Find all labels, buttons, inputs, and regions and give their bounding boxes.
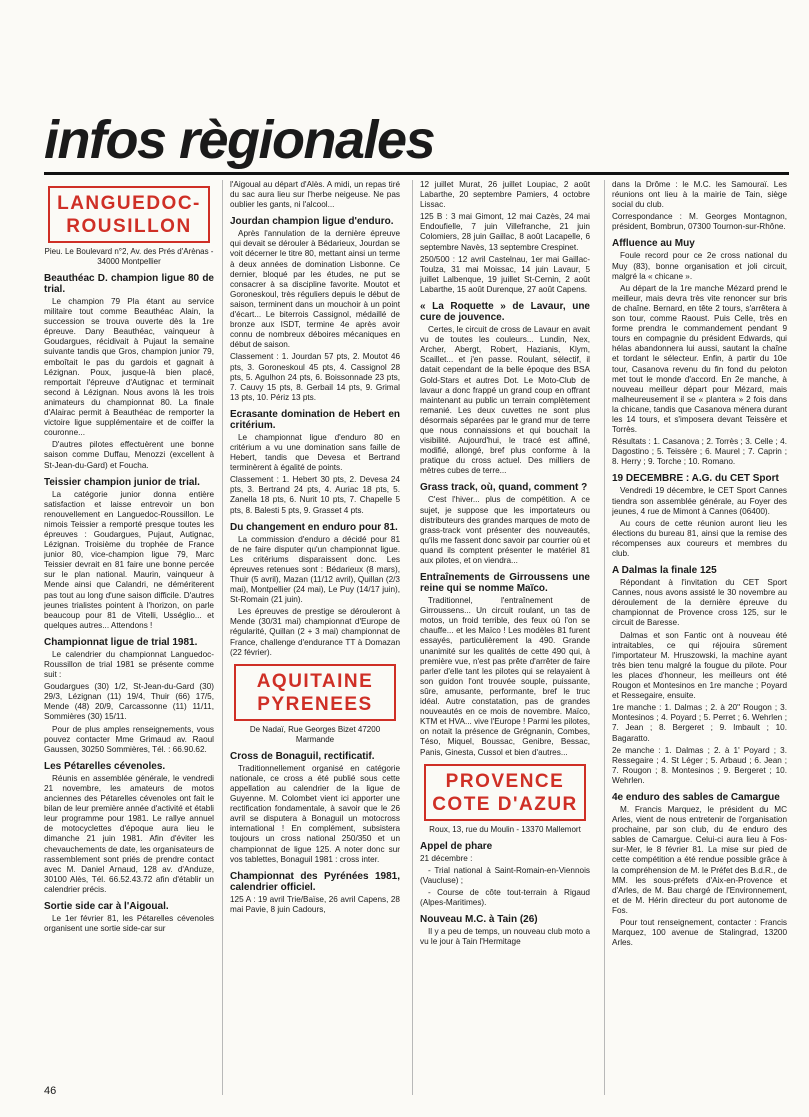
article-paragraph: 125 B : 3 mai Gimont, 12 mai Cazès, 24 mai Endoufielle, 7 juin Villefranche, 21 juin Colomiers, 28 juin Gaillac, 8 août Lacapelle, 6 septembre Navès, 13 septembre Crespinet.: [420, 212, 590, 252]
article-paragraph: Réunis en assemblée générale, le vendredi 21 novembre, les amateurs de motos anciennes des Pétarelles cévenoles ont fait le bilan de leur première année d'activité et établi leur programme pour 1981. Le rallye annuel de motocyclettes d'époque aura lieu le dimanche 21 juin 1981. Afin d'éviter les chevauchements de date, les organisateurs de rassemblement sont priés de prendre contact avec M. Daniel Arnaud, 128 av. d'Anduze, 30100 Alès, Tél. 66.52.43.72 afin d'établir un calendrier précis.: [44, 773, 214, 894]
article-paragraph: 1re manche : 1. Dalmas ; 2. à 20" Rougon ; 3. Montesinos ; 4. Poyard ; 5. Perret ; 6. Wehrlen ; 7. Jean ; 8. Bergeret ; 9. Imbault ; 10. Bagaratto.: [612, 703, 787, 743]
column-1: [44, 180, 214, 936]
column-3: [420, 180, 590, 949]
article-paragraph: La commission d'enduro a décidé pour 81 de ne faire disputer qu'un championnat ligue. Les critériums disparaissent donc. Les épreuves retenues sont : Bédarieux (8 mars), Thuir (5 avril), Mazan (11/12 avril), Quillan (2/3 mai), Montpellier (24 mai), Le Puy (14/17 juin), St-Romain (21 juin).: [230, 534, 400, 605]
article-paragraph: Pour de plus amples renseignements, vous pouvez contacter Mme Grimaud av. Raoul Gaussen, 30250 Sommières, Tél. : 66.90.62.: [44, 724, 214, 754]
article-paragraph: 12 juillet Murat, 26 juillet Loupiac, 2 août Labarthe, 20 septembre Pamiers, 4 octobre Lissac.: [420, 180, 590, 210]
article-paragraph: Le champion 79 Pla étant au service militaire tout comme Beauthéac Alain, la succession se trouva ouverte dès la 1re épreuve. Dany Beauthéac, vainqueur à Goudargues, récidivait à Pujaut la semaine suivante tandis que Gros, champion junior 79, emboîtait le pas du gardois et gagnait à Lézignan. Poux, jusque-là bien placé, remportait l'épreuve d'Autignac et terminait second à Lézignan. Nous avons là les trois animateurs du championnat 80. La finale d'Alairac permit à Beauthéac de remporter la victoire ligue supplémentaire et de coiffer la couronne...: [44, 297, 214, 438]
article-paragraph: dans la Drôme : le M.C. les Samouraï. Les réunions ont lieu à la mairie de Tain, siège social du club.: [612, 180, 787, 210]
article-paragraph: 21 décembre :: [420, 853, 473, 863]
article-headline: 19 DECEMBRE : A.G. du CET Sport: [612, 473, 779, 485]
article-headline: Championnat ligue de trial 1981.: [44, 636, 198, 648]
article-paragraph: Goudargues (30) 1/2, St-Jean-du-Gard (30) 29/3, Lézignan (11) 19/4, Thuir (66) 17/5, Mende (48) 20/9, Carcassonne (11) 11/11, Sommières (30) 15/11.: [44, 682, 214, 722]
article-paragraph: Foule record pour ce 2e cross national du Muy (83), bonne organisation et joli circuit, malgré la « chicane ».: [612, 251, 787, 281]
article-paragraph: 125 A : 19 avril Trie/Baïse, 26 avril Capens, 28 mai Pavie, 8 juin Cadours,: [230, 894, 400, 914]
article-paragraph: Pour tout renseignement, contacter : Francis Marquez, 100 avenue de Stalingrad, 13200 Arles.: [612, 918, 787, 948]
region-header: PROVENCE COTE D'AZUR: [424, 764, 586, 821]
article-paragraph: Traditionnellement organisé en catégorie nationale, ce cross a été publié sous cette appellation au calendrier de la ligue de Guyenne. M. Colombet vient ici apporter une rectification fondamentale, à savoir que le 26 avril se disputera à Bonaguil un motocross international ! En complément, subsistera toujours un cross national 250/350 et un championnat de ligue 125. A noter donc sur vos tablettes, Bonaguil 1981 : cross inter.: [230, 763, 400, 864]
article-headline: Grass track, où, quand, comment ?: [420, 482, 588, 494]
article-headline: Appel de phare: [420, 840, 493, 852]
article-paragraph: Répondant à l'invitation du CET Sport Cannes, nous avons assisté le 30 novembre au déroulement de la dernière épreuve du championnat de Provence cross 125, sur le circuit de Baresse.: [612, 578, 787, 628]
article-headline: Nouveau M.C. à Tain (26): [420, 914, 538, 926]
article-headline: Sortie side car à l'Aigoual.: [44, 900, 169, 912]
article-paragraph: Classement : 1. Hebert 30 pts, 2. Devesa 24 pts, 3. Bertrand 24 pts, 4. Auriac 18 pts, 5. Zanella 18 pts, 6. Nurit 10 pts, 7. Chapelle 5 pts, 8. Balesti 5 pts, 9. Grasset 4 pts.: [230, 475, 400, 515]
region-header: LANGUEDOC-ROUSILLON: [48, 186, 210, 243]
article-paragraph: Les épreuves de prestige se dérouleront à Mende (30/31 mai) championnat d'Europe de régularité, Quillan (2 + 3 mai) championnat de France, challenge d'endurance TT à Domazan (22 février).: [230, 607, 400, 657]
article-paragraph: Résultats : 1. Casanova ; 2. Torrès ; 3. Celle ; 4. Dagostino ; 5. Teissère ; 6. Maurel ; 7. Caprin ; 8. Herry ; 9. Torche ; 10. Romano.: [612, 437, 787, 467]
article-paragraph: - Trial national à Saint-Romain-en-Viennois (Vaucluse) ;: [420, 865, 590, 885]
region-address: Pieu. Le Boulevard n°2, Av. des Prés d'Arènas - 34000 Montpellier: [44, 247, 214, 266]
article-paragraph: D'autres pilotes effectuèrent une bonne saison comme Duffau, Menozzi (excellent à St-Jean-du-Gard) et Foucha.: [44, 440, 214, 470]
column-divider: [222, 180, 223, 1095]
title-rule: [44, 172, 789, 175]
column-divider: [604, 180, 605, 1095]
article-paragraph: Classement : 1. Jourdan 57 pts, 2. Moutot 46 pts, 3. Goroneskoul 45 pts, 4. Cassignol 28 pts, 5. Agulhon 24 pts, 6. Boissonnade 23 pts, 7. Cauvy 15 pts, 8. Gerbail 14 pts, 9. Grimal 13 pts, 10. Périz 13 pts.: [230, 352, 400, 402]
article-paragraph: Traditionnel, l'entraînement de Girroussens... Un circuit roulant, un tas de motos, un froid terrible, des feux où l'on se chauffe... et les Maïco ! Les modèles 81 furent essayés, particulièrement la 490. Grande unanimité sur les qualités de cette 490 qui, à première vue, n'est pas prête d'arrêter de faire parler d'elle tant les pilotes qui se relayaient à son guidon l'ont trouvée souple, puissante, sûre, amusante, performante, bref le truc idéal. Autre constatation, pas de grandes nouveautés en ce mois de novembre. Maïco, KTM et HVA... vive l'Europe ! Parmi les pilotes, on notait la présence de Grégnanin, Combes, Téso, Miquel, Boussac, Genibre, Bessac, Panis, Ginesta, Cussol et bien d'autres...: [420, 596, 590, 757]
page-title: infos règionales: [44, 110, 435, 170]
article-headline: Ecrasante domination de Hebert en critérium.: [230, 408, 400, 431]
article-paragraph: Le calendrier du championnat Languedoc-Roussillon de trial 1981 se présente comme suit :: [44, 649, 214, 680]
article-headline: Du changement en enduro pour 81.: [230, 521, 398, 533]
article-paragraph: Il y a peu de temps, un nouveau club moto a vu le jour à Tain l'Hermitage: [420, 927, 590, 947]
article-paragraph: 250/500 : 12 avril Castelnau, 1er mai Gaillac-Toulza, 31 mai Moissac, 14 juin Lavaur, 5 juillet Lalbenque, 19 juillet St-Cernin, 2 août Labarthe, 15 août Durenque, 27 août Capens.: [420, 254, 590, 294]
article-headline: Championnat des Pyrénées 1981, calendrier officiel.: [230, 870, 400, 893]
region-header: AQUITAINE PYRENEES: [234, 664, 396, 721]
article-headline: Jourdan champion ligue d'enduro.: [230, 216, 394, 228]
article-headline: 4e enduro des sables de Camargue: [612, 791, 780, 803]
article-paragraph: La catégorie junior donna entière satisfaction et laisse entrevoir un bon renouvellement en Languedoc-Roussillon. Le nimois Teissier a remporté presque toutes les épreuves : Goudargues, Pujaut, Autignac, Lézignan. Troisième du trophée de France junior 80, vice-champion ligue 79, Marc Teissier devrait en 81 faire une bonne percée sur le plan national. Maurin, vainqueur à Mende ainsi que Calandri, ne démériterent pas tout au long d'une saison difficile. D'autres jeunes trialistes pointent à l'horizon, on parle beaucoup pour 81 de Vitelli, Usséglio... et quelques autres... Attendons !: [44, 489, 214, 630]
page-number: 46: [44, 1085, 57, 1097]
article-paragraph: Après l'annulation de la dernière épreuve qui devait se dérouler à Bédarieux, Jourdan se voit décerner le titre 80, mettant ainsi un terme à deux années de domination Lisbonne. Ce dernier, bloqué par les études, ne put se consacrer à sa discipline favorite. Moutot et Goroneskoul, très réguliers depuis le début de saison, terminent dans un mouchoir à un point d'écart... Le biterrois Cassignol, médaillé de bronze aux ISDT, termine 4e après avoir connu de nombreux déboires mécaniques en début de saison.: [230, 229, 400, 350]
article-paragraph: Le 1er février 81, les Pétarelles cévenoles organisent une sortie side-car sur: [44, 913, 214, 934]
article-headline: Teissier champion junior de trial.: [44, 476, 200, 488]
article-headline: Entraînements de Girroussens une reine qui se nomme Maïco.: [420, 572, 590, 595]
article-paragraph: 2e manche : 1. Dalmas ; 2. à 1' Poyard ; 3. Ressegaire ; 4. St Léger ; 5. Arbaud ; 6. Jean ; 7. Rougon ; 8. Montesinos ; 9. Bergeret ; 10. Wehrlen.: [612, 745, 787, 785]
article-paragraph: Vendredi 19 décembre, le CET Sport Cannes tiendra son assemblée générale, au Foyer des jeunes, 4 rue de Mimont à Cannes (06400).: [612, 486, 787, 516]
article-headline: « La Roquette » de Lavaur, une cure de jouvence.: [420, 301, 590, 324]
article-paragraph: Certes, le circuit de cross de Lavaur en avait vu de toutes les couleurs... Lundin, Nex, Archer, Abergt, Robert, Hazianis, Klym, Scaillet... et j'en passe. Roulant, sélectif, il datait cependant de la belle époque des BSA Gold-Stars et autres Dot. Le Moto-Club de lavaur a donc frappé un grand coup en offrant maintenant au public un terrain complètement remanié. Les deux cuvettes ne sont plus désormais séparées par le grand mur de terre que nous connaissions et qui bouchait la visibilité. Aujourd'hui, le tracé est affiné, modifié, allongé, bref plus conforme à la pratique du cross actuel. Des milliers de mètres cubes de terre...: [420, 325, 590, 476]
article-paragraph: l'Aigoual au départ d'Alès. A midi, un repas tiré du sac aura lieu sur l'herbe neigeuse. Ne pas oublier les gants, ni l'alcool...: [230, 180, 400, 210]
article-headline: A Dalmas la finale 125: [612, 565, 717, 577]
region-address: Roux, 13, rue du Moulin - 13370 Mallemort: [429, 824, 581, 834]
article-paragraph: Correspondance : M. Georges Montagnon, président, Bombrun, 07300 Tournon-sur-Rhône.: [612, 212, 787, 232]
column-divider: [412, 180, 413, 1095]
column-4: [612, 180, 787, 950]
region-address: De Nadaï, Rue Georges Bizet 47200 Marmande: [249, 724, 381, 744]
article-paragraph: M. Francis Marquez, le président du MC Arles, vient de nous entretenir de l'organisation prochaine, par son club, du 4e enduro des sables de Camargue. Celui-ci aura lieu à Fos-sur-Mer, le 8 février 81. La mise sur pied de cette compétition a été rendue possible grâce à la compréhension de M. le Préfet des B.d.R., de MM. les sous-préfets d'Aix-en-Provence et d'Arles, de M. Bau chargé de l'Environnement, et de M. Hérin directeur du port autonome de Fos.: [612, 804, 787, 915]
article-paragraph: Au cours de cette réunion auront lieu les élections du bureau 81, ainsi que la remise des récompenses aux coureurs et membres du club.: [612, 518, 787, 558]
article-headline: Les Pétarelles cévenoles.: [44, 760, 166, 772]
article-paragraph: C'est l'hiver... plus de compétition. A ce sujet, je suppose que les importateurs ou distributeurs des grandes marques de moto de grass-track vont présenter des nouveautés, qu'ils me fassent donc savoir par courrier où et quand ils comptent présenter le matériel 81 aux pilotes, et on viendra...: [420, 495, 590, 565]
article-headline: Affluence au Muy: [612, 238, 695, 250]
article-paragraph: Le championnat ligue d'enduro 80 en critérium a vu une domination sans faille de Hebert, tandis que Devesa et Bertrand terminèrent à égalité de points.: [230, 432, 400, 473]
article-headline: Cross de Bonaguil, rectificatif.: [230, 750, 375, 762]
article-paragraph: - Course de côte tout-terrain à Rigaud (Alpes-Maritimes).: [420, 887, 590, 907]
article-paragraph: Dalmas et son Fantic ont à nouveau été intraitables, ce qui réjouira sûrement l'importateur M. Hruszowski, la machine ayant très bien tenu malgré la fougue du pilote. Pour les places d'honneur, les meilleurs ont été Rougon et Montesinos en 1re manche ; Poyard et Ressegaire, ensuite.: [612, 630, 787, 701]
article-headline: Beauthéac D. champion ligue 80 de trial.: [44, 273, 214, 295]
article-paragraph: Au départ de la 1re manche Mézard prend le meilleur, mais devra très vite renoncer sur bris de chaîne. Bernard, en tête 2 tours, s'arrêtera à son tour, comme Raoust. Puis Celle, très en forme prendra le commandement pendant 9 tours en compagnie du président Edwards, qui hélas abandonnera lui aussi, sautant la chaîne et tordant le sélecteur. Enfin, à partir du 10e tour, Casanova revenu du fin fond du peloton met tout le monde d'accord. En 2e manche, à nouveau meilleur départ pour Mézard, mais malheureusement il se « plantera » 2 fois dans la chicane, tandis que Casanova ménera durant les 14 tours, et s'imposera devant Teissère et Torrès.: [612, 283, 787, 435]
column-2: [230, 180, 400, 917]
